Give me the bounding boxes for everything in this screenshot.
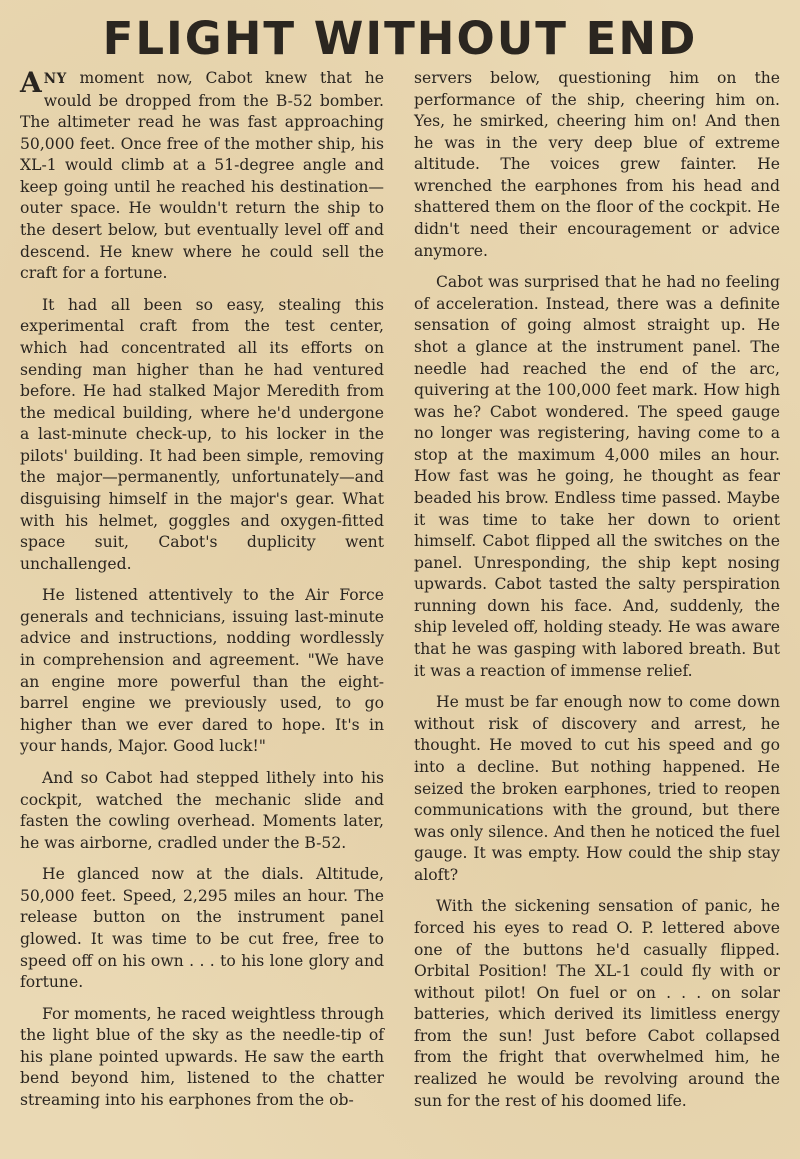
drop-cap: A — [20, 66, 42, 99]
first-word-rest: NY — [43, 71, 67, 87]
paragraph-2: It had all been so easy, stealing this experimental craft from the test center, which had concentrated all its efforts on sending man higher than he had ventured before. He had stalked Major Meredith from the medical building, where he'd undergone a last-minute check-up, to his locker in the pilots' building. It had been simple, removing the major—permanently, unfortunately—and disguising himself in the major's gear. What with his helmet, goggles and oxygen-fitted space suit, Cabot's duplicity went unchallenged. — [20, 295, 384, 573]
paragraph-7: Cabot was surprised that he had no feeling of acceleration. Instead, there was a definite sensation of going almost straight up. He shot a glance at the instrument panel. The needle had reached the end of the arc, quivering at the 100,000 feet mark. How high was he? Cabot wondered. The speed gauge no longer was registering, having come to a stop at the maximum 4,000 miles an hour. How fast was he going, he thought as fear beaded his brow. Endless time passed. Maybe it was time to take her down to orient himself. Cabot flipped all the switches on the panel. Unresponding, the ship kept nosing upwards. Cabot tasted the salty perspiration running down his face. And, suddenly, the ship leveled off, holding steady. He was aware that he was gasping with labored breath. But it was a reaction of immense relief. — [414, 273, 780, 680]
paragraph-5: He glanced now at the dials. Altitude, 50,000 feet. Speed, 2,295 miles an hour. The release button on the instrument panel glowed. It was time to be cut free, free to speed off on his own . . . to his lone glory and fortune. — [20, 865, 384, 992]
paragraph-1-text: moment now, Cabot knew that he would be dropped from the B-52 bomber. The altimeter read he was fast approaching 50,000 feet. Once free of the mother ship, his XL-1 would climb at a 51-degree angle and keep going until he reached his destination—outer space. He wouldn't return the ship to the desert below, but eventually level off and descend. He knew where he could sell the craft for a fortune. — [20, 69, 384, 283]
paragraph-3: He listened attentively to the Air Force generals and technicians, issuing last-minute advice and instructions, nodding wordlessly in comprehension and agreement. "We have an engine more powerful than the eight-barrel engine we previously used, to go higher than we ever dared to hope. It's in your hands, Major. Good luck!" — [20, 586, 384, 756]
paragraph-9: With the sickening sensation of panic, he forced his eyes to read O. P. lettered above one of the buttons he'd casually flipped. Orbital Position! The XL-1 could fly with or without pilot! On fuel or on . . . on solar batteries, which derived its limitless energy from the sun! Just before Cabot collapsed from the fright that overwhelmed him, he realized he would be revolving around the sun for the rest of his doomed life. — [414, 897, 780, 1110]
left-column — [20, 68, 384, 1122]
right-column — [414, 68, 780, 1122]
paragraph-6-continued: servers below, questioning him on the performance of the ship, cheering him on. Yes, he smirked, cheering him on! And then he was in the very deep blue of extreme altitude. The voices grew fainter. He wrenched the earphones from his head and shattered them on the floor of the cockpit. He didn't need their encouragement or advice anymore. — [414, 69, 780, 260]
paragraph-1 — [20, 68, 384, 285]
paragraph-6: For moments, he raced weightless through the light blue of the sky as the needle-tip of his plane pointed upwards. He saw the earth bend beyond him, listened to the chatter streaming into his earphones from the ob- — [20, 1004, 384, 1110]
story-title: FLIGHT WITHOUT END — [102, 12, 698, 65]
paragraph-8: He must be far enough now to come down without risk of discovery and arrest, he thought. He moved to cut his speed and go into a decline. But nothing happened. He seized the broken earphones, tried to reopen communications with the ground, but there was only silence. And then he noticed the fuel gauge. It was empty. How could the ship stay aloft? — [414, 693, 780, 884]
paragraph-4: And so Cabot had stepped lithely into his cockpit, watched the mechanic slide and fasten the cowling overhead. Moments later, he was airborne, cradled under the B-52. — [20, 768, 384, 852]
